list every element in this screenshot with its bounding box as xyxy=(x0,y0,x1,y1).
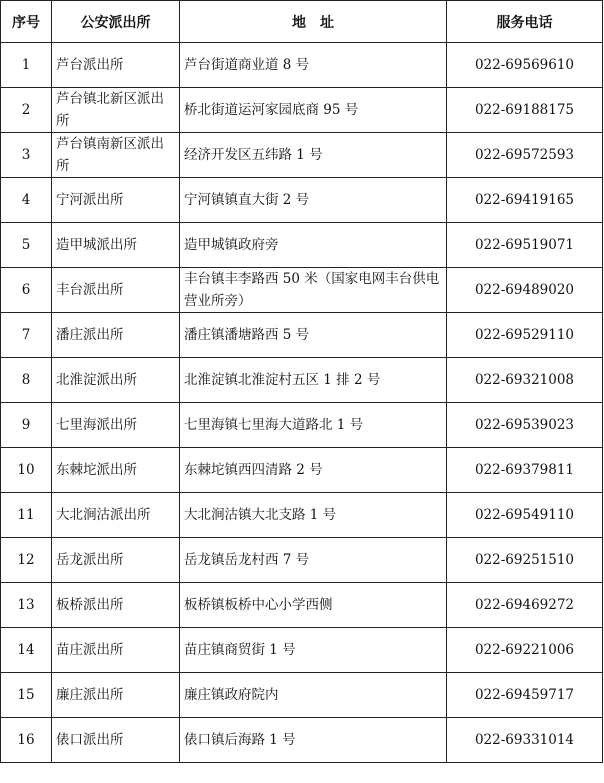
table-row xyxy=(1,583,603,628)
row-phone: 022-69519071 xyxy=(447,223,603,268)
row-phone: 022-69251510 xyxy=(447,538,603,583)
table-row xyxy=(1,88,603,133)
header-station: 公安派出所 xyxy=(52,1,180,43)
row-index: 16 xyxy=(1,718,52,763)
row-address: 廉庄镇政府院内 xyxy=(180,673,447,718)
row-phone: 022-69188175 xyxy=(447,88,603,133)
row-phone: 022-69569610 xyxy=(447,43,603,88)
row-station: 芦台镇北新区派出所 xyxy=(52,88,180,133)
table-row xyxy=(1,718,603,763)
row-station: 七里海派出所 xyxy=(52,403,180,448)
row-index: 1 xyxy=(1,43,52,88)
row-phone: 022-69321008 xyxy=(447,358,603,403)
row-phone: 022-69549110 xyxy=(447,493,603,538)
row-address: 经济开发区五纬路 1 号 xyxy=(180,133,447,178)
row-index: 15 xyxy=(1,673,52,718)
row-station: 芦台镇南新区派出所 xyxy=(52,133,180,178)
row-address: 芦台街道商业道 8 号 xyxy=(180,43,447,88)
row-address: 北淮淀镇北淮淀村五区 1 排 2 号 xyxy=(180,358,447,403)
row-station: 芦台派出所 xyxy=(52,43,180,88)
row-address: 苗庄镇商贸街 1 号 xyxy=(180,628,447,673)
row-address: 岳龙镇岳龙村西 7 号 xyxy=(180,538,447,583)
row-station: 岳龙派出所 xyxy=(52,538,180,583)
table-row xyxy=(1,673,603,718)
row-station: 东棘坨派出所 xyxy=(52,448,180,493)
row-phone: 022-69539023 xyxy=(447,403,603,448)
row-index: 11 xyxy=(1,493,52,538)
row-index: 12 xyxy=(1,538,52,583)
header-phone: 服务电话 xyxy=(447,1,603,43)
row-phone: 022-69379811 xyxy=(447,448,603,493)
row-address: 大北涧沽镇大北支路 1 号 xyxy=(180,493,447,538)
row-station: 宁河派出所 xyxy=(52,178,180,223)
row-address: 东棘坨镇西四清路 2 号 xyxy=(180,448,447,493)
row-station: 苗庄派出所 xyxy=(52,628,180,673)
row-address: 桥北街道运河家园底商 95 号 xyxy=(180,88,447,133)
row-index: 10 xyxy=(1,448,52,493)
row-address: 丰台镇丰李路西 50 米（国家电网丰台供电营业所旁） xyxy=(180,268,447,313)
row-index: 14 xyxy=(1,628,52,673)
table-row xyxy=(1,403,603,448)
row-address: 潘庄镇潘塘路西 5 号 xyxy=(180,313,447,358)
row-phone: 022-69459717 xyxy=(447,673,603,718)
row-index: 5 xyxy=(1,223,52,268)
row-address: 板桥镇板桥中心小学西侧 xyxy=(180,583,447,628)
row-phone: 022-69221006 xyxy=(447,628,603,673)
table-row xyxy=(1,493,603,538)
table-row xyxy=(1,133,603,178)
row-address: 俵口镇后海路 1 号 xyxy=(180,718,447,763)
row-station: 板桥派出所 xyxy=(52,583,180,628)
header-row xyxy=(1,1,603,43)
row-phone: 022-69419165 xyxy=(447,178,603,223)
row-index: 2 xyxy=(1,88,52,133)
table-row xyxy=(1,358,603,403)
row-station: 廉庄派出所 xyxy=(52,673,180,718)
row-index: 13 xyxy=(1,583,52,628)
row-phone: 022-69572593 xyxy=(447,133,603,178)
table-row xyxy=(1,268,603,313)
table-row xyxy=(1,538,603,583)
table-row xyxy=(1,43,603,88)
header-address: 地 址 xyxy=(180,1,447,43)
row-phone: 022-69469272 xyxy=(447,583,603,628)
row-address: 七里海镇七里海大道路北 1 号 xyxy=(180,403,447,448)
row-station: 俵口派出所 xyxy=(52,718,180,763)
row-index: 7 xyxy=(1,313,52,358)
table-row xyxy=(1,628,603,673)
table-row xyxy=(1,178,603,223)
row-index: 4 xyxy=(1,178,52,223)
row-station: 造甲城派出所 xyxy=(52,223,180,268)
row-phone: 022-69489020 xyxy=(447,268,603,313)
row-phone: 022-69529110 xyxy=(447,313,603,358)
row-index: 9 xyxy=(1,403,52,448)
row-station: 丰台派出所 xyxy=(52,268,180,313)
header-index: 序号 xyxy=(1,1,52,43)
row-index: 8 xyxy=(1,358,52,403)
row-index: 6 xyxy=(1,268,52,313)
table-row xyxy=(1,223,603,268)
row-phone: 022-69331014 xyxy=(447,718,603,763)
row-address: 造甲城镇政府旁 xyxy=(180,223,447,268)
table-row xyxy=(1,448,603,493)
row-address: 宁河镇镇直大街 2 号 xyxy=(180,178,447,223)
row-station: 大北涧沽派出所 xyxy=(52,493,180,538)
table-row xyxy=(1,313,603,358)
row-index: 3 xyxy=(1,133,52,178)
row-station: 潘庄派出所 xyxy=(52,313,180,358)
row-station: 北淮淀派出所 xyxy=(52,358,180,403)
